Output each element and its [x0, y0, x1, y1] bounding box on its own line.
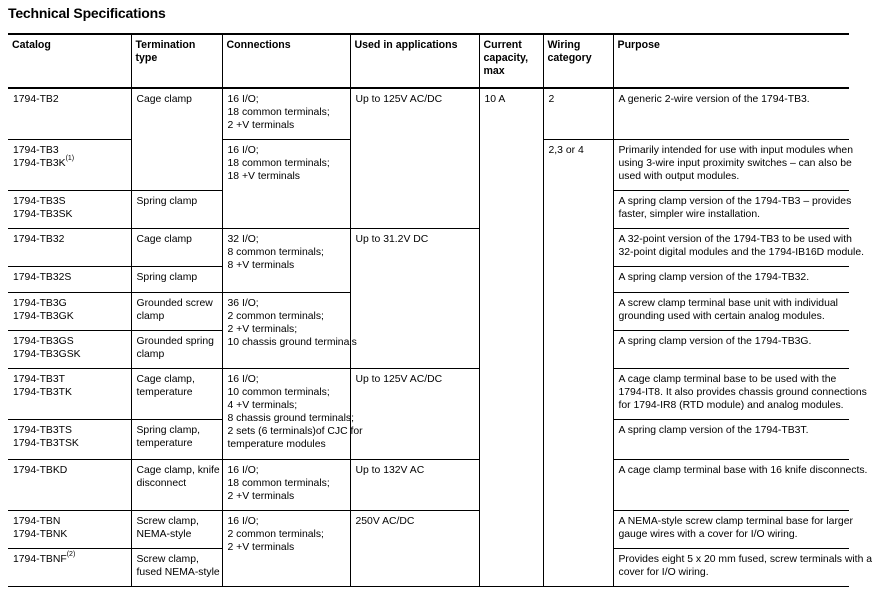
catalog-cell: 1794-TB3 $1794-TB3K^{(1)}$	[13, 144, 75, 169]
table-row	[8, 459, 849, 510]
purpose-cell: A spring clamp version of the 1794-TB3G.	[613, 330, 849, 368]
connections-cell: 36 I/O; 2 common terminals; 2 +V terminals; 10 chassis ground terminals	[222, 292, 350, 368]
purpose-cell: A cage clamp terminal base with 16 knife disconnects.	[613, 459, 849, 510]
footnote-marker: (2)	[66, 550, 76, 558]
termination-cell: Cage clamp, temperature	[131, 368, 222, 419]
catalog-cell: 1794-TB32S	[13, 271, 72, 283]
catalog-cell: 1794-TB3GS 1794-TB3GSK	[13, 335, 81, 360]
catalog-cell: 1794-TB2	[13, 94, 59, 105]
connections-cell: 16 I/O; 18 common terminals; 18 +V terminals	[222, 139, 350, 228]
catalog-cell: 1794-TB3TS 1794-TB3TSK	[13, 424, 79, 449]
termination-cell: Cage clamp	[131, 228, 222, 266]
table-row	[8, 368, 849, 419]
catalog-cell: 1794-TB3S 1794-TB3SK	[13, 195, 73, 220]
connections-cell: 16 I/O; 18 common terminals; 2 +V terminals	[222, 88, 350, 139]
page-title: Technical Specifications	[8, 5, 166, 21]
purpose-cell: A NEMA-style screw clamp terminal base for larger gauge wires with a cover for I/O wiring.	[613, 510, 849, 548]
header-used-in-applications: Used in applications	[350, 34, 479, 88]
connections-cell: 16 I/O; 10 common terminals; 4 +V terminals; 8 chassis ground terminals; 2 sets (6 terminals)of CJC for temperature modules	[222, 368, 350, 459]
termination-cell: Grounded screw clamp	[131, 292, 222, 330]
purpose-cell: Provides eight 5 x 20 mm fused, screw terminals with a cover for I/O wiring.	[613, 548, 849, 586]
termination-cell: Cage clamp	[131, 88, 222, 190]
connections-cell: 16 I/O; 18 common terminals; 2 +V terminals	[222, 459, 350, 510]
purpose-cell: A screw clamp terminal base unit with individual grounding used with certain analog modules.	[613, 292, 849, 330]
spec-table	[8, 33, 873, 587]
header-current-capacity: Current capacity, max	[479, 34, 543, 88]
table-row	[8, 510, 849, 548]
catalog-cell: 1794-TBKD	[13, 464, 68, 476]
wiring-cell: 2,3 or 4	[543, 139, 613, 586]
purpose-cell: A 32-point version of the 1794-TB3 to be used with 32-point digital modules and the 1794-IB16D module.	[613, 228, 849, 266]
connections-cell: 16 I/O; 2 common terminals; 2 +V terminals	[222, 510, 350, 586]
catalog-cell: 1794-TB32	[13, 233, 65, 245]
purpose-cell: A spring clamp version of the 1794-TB3T.	[613, 419, 849, 459]
current-cell: 10 A	[479, 88, 543, 586]
connections-cell: 32 I/O; 8 common terminals; 8 +V terminals	[222, 228, 350, 292]
wiring-cell: 2	[543, 88, 613, 139]
purpose-cell: A cage clamp terminal base to be used with the 1794-IT8. It also provides chassis ground connections for 1794-IR8 (RTD module) and analog modules.	[613, 368, 849, 419]
used-in-cell: Up to 31.2V DC	[350, 228, 479, 368]
table-header-row	[8, 34, 849, 88]
catalog-cell: 1794-TBNF$^{(2)}$	[13, 550, 76, 565]
table-row	[8, 88, 849, 139]
purpose-cell: Primarily intended for use with input modules when using 3-wire input proximity switches – can also be used with output modules.	[613, 139, 849, 190]
used-in-cell: Up to 125V AC/DC	[350, 368, 479, 459]
header-purpose: Purpose	[613, 34, 849, 88]
header-termination-type: Termination type	[131, 34, 222, 88]
table-row	[8, 228, 849, 266]
purpose-cell: A generic 2-wire version of the 1794-TB3.	[613, 88, 849, 139]
purpose-cell: A spring clamp version of the 1794-TB32.	[613, 266, 849, 292]
header-wiring-category: Wiring category	[543, 34, 613, 88]
termination-cell: Spring clamp	[131, 190, 222, 228]
termination-cell: Spring clamp, temperature	[131, 419, 222, 459]
purpose-cell: A spring clamp version of the 1794-TB3 – provides faster, simpler wire installation.	[613, 190, 849, 228]
footnote-marker: (1)	[65, 154, 75, 162]
termination-cell: Spring clamp	[131, 266, 222, 292]
termination-cell: Screw clamp, NEMA-style	[131, 510, 222, 548]
termination-cell: Grounded spring clamp	[131, 330, 222, 368]
termination-cell: Cage clamp, knife disconnect	[131, 459, 222, 510]
used-in-cell: Up to 132V AC	[350, 459, 479, 510]
catalog-cell: 1794-TB3T 1794-TB3TK	[13, 373, 72, 398]
catalog-cell: 1794-TBN 1794-TBNK	[13, 515, 68, 540]
catalog-cell: 1794-TB3G 1794-TB3GK	[13, 297, 74, 322]
used-in-cell: 250V AC/DC	[350, 510, 479, 586]
termination-cell: Screw clamp, fused NEMA-style	[131, 548, 222, 586]
header-connections: Connections	[222, 34, 350, 88]
header-catalog: Catalog	[12, 39, 51, 51]
used-in-cell: Up to 125V AC/DC	[350, 88, 479, 228]
